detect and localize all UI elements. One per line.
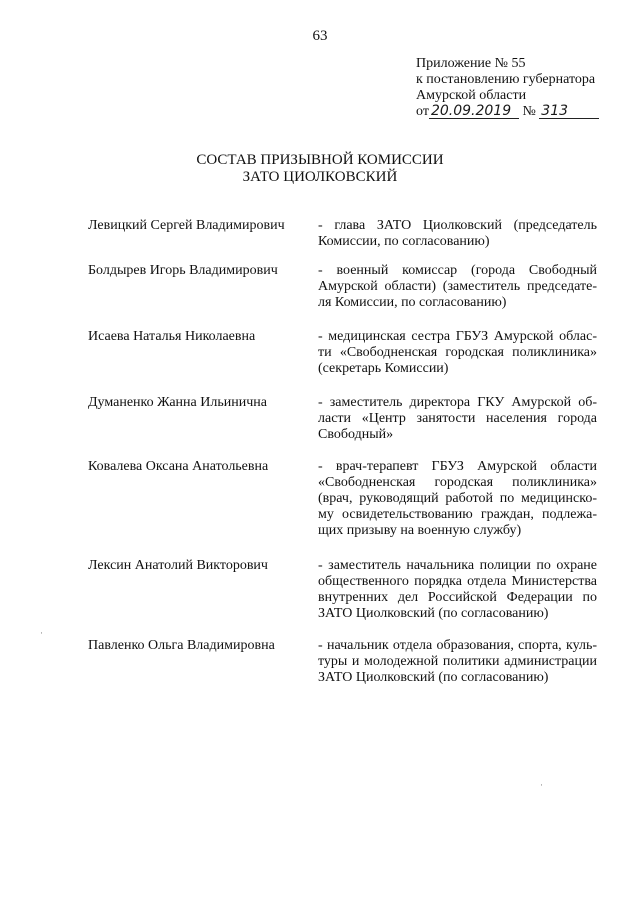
- member-role: - заместитель директора ГКУ Амурской об-ласти «Центр занятости населения города Свободный»: [318, 395, 597, 442]
- appendix-line-2: к постановлению губернатора: [416, 72, 596, 87]
- document-title: [0, 152, 640, 186]
- member-row: [88, 395, 597, 443]
- title-line-1: СОСТАВ ПРИЗЫВНОЙ КОМИССИИ: [196, 152, 444, 168]
- appendix-line-1: Приложение № 55: [416, 56, 526, 71]
- member-name: Левицкий Сергей Владимирович: [88, 218, 285, 233]
- member-name: Исаева Наталья Николаевна: [88, 329, 256, 344]
- appendix-date-line: [416, 104, 599, 120]
- member-role: - начальник отдела образования, спорта, куль-туры и молодежной политики администрации ЗАТО Циолковский (по согласованию): [318, 638, 597, 685]
- title-line-2: ЗАТО ЦИОЛКОВСКИЙ: [242, 169, 398, 185]
- member-row: [88, 459, 597, 539]
- page-number: 63: [312, 28, 328, 44]
- scan-speck: ·: [40, 628, 43, 638]
- member-row: [88, 218, 597, 250]
- member-name: Павленко Ольга Владимировна: [88, 638, 275, 653]
- appendix-block: [416, 56, 599, 120]
- member-role: - врач-терапевт ГБУЗ Амурской области «Свободненская городская поликлиника» (врач, руководящий работой по медицинско-му освидетельствованию граждан, подлежа-щих призыву на военную службу): [318, 459, 597, 538]
- member-row: [88, 558, 597, 622]
- member-role: - глава ЗАТО Циолковский (председатель Комиссии, по согласованию): [318, 218, 597, 249]
- number-label: №: [522, 104, 536, 119]
- appendix-line-3: Амурской области: [416, 88, 527, 103]
- member-row: [88, 263, 597, 311]
- handwritten-number: 313: [539, 104, 599, 119]
- member-role: - военный комиссар (города Свободный Амурской области) (заместитель председате-ля Комиссии, по согласованию): [318, 263, 597, 310]
- member-name: Ковалева Оксана Анатольевна: [88, 459, 269, 474]
- member-row: [88, 638, 597, 686]
- scan-speck: ·: [540, 780, 543, 790]
- member-role: - медицинская сестра ГБУЗ Амурской облас-ти «Свободненская городская поликлиника» (секретарь Комиссии): [318, 329, 597, 376]
- handwritten-date: 20.09.2019: [429, 104, 519, 119]
- member-role: - заместитель начальника полиции по охране общественного порядка отдела Министерства внутренних дел Российской Федерации по ЗАТО Циолковский (по согласованию): [318, 558, 597, 621]
- member-name: Лексин Анатолий Викторович: [88, 558, 268, 573]
- member-name: Думаненко Жанна Ильинична: [88, 395, 267, 410]
- from-label: от: [416, 104, 429, 119]
- member-name: Болдырев Игорь Владимирович: [88, 263, 278, 278]
- member-row: [88, 329, 597, 377]
